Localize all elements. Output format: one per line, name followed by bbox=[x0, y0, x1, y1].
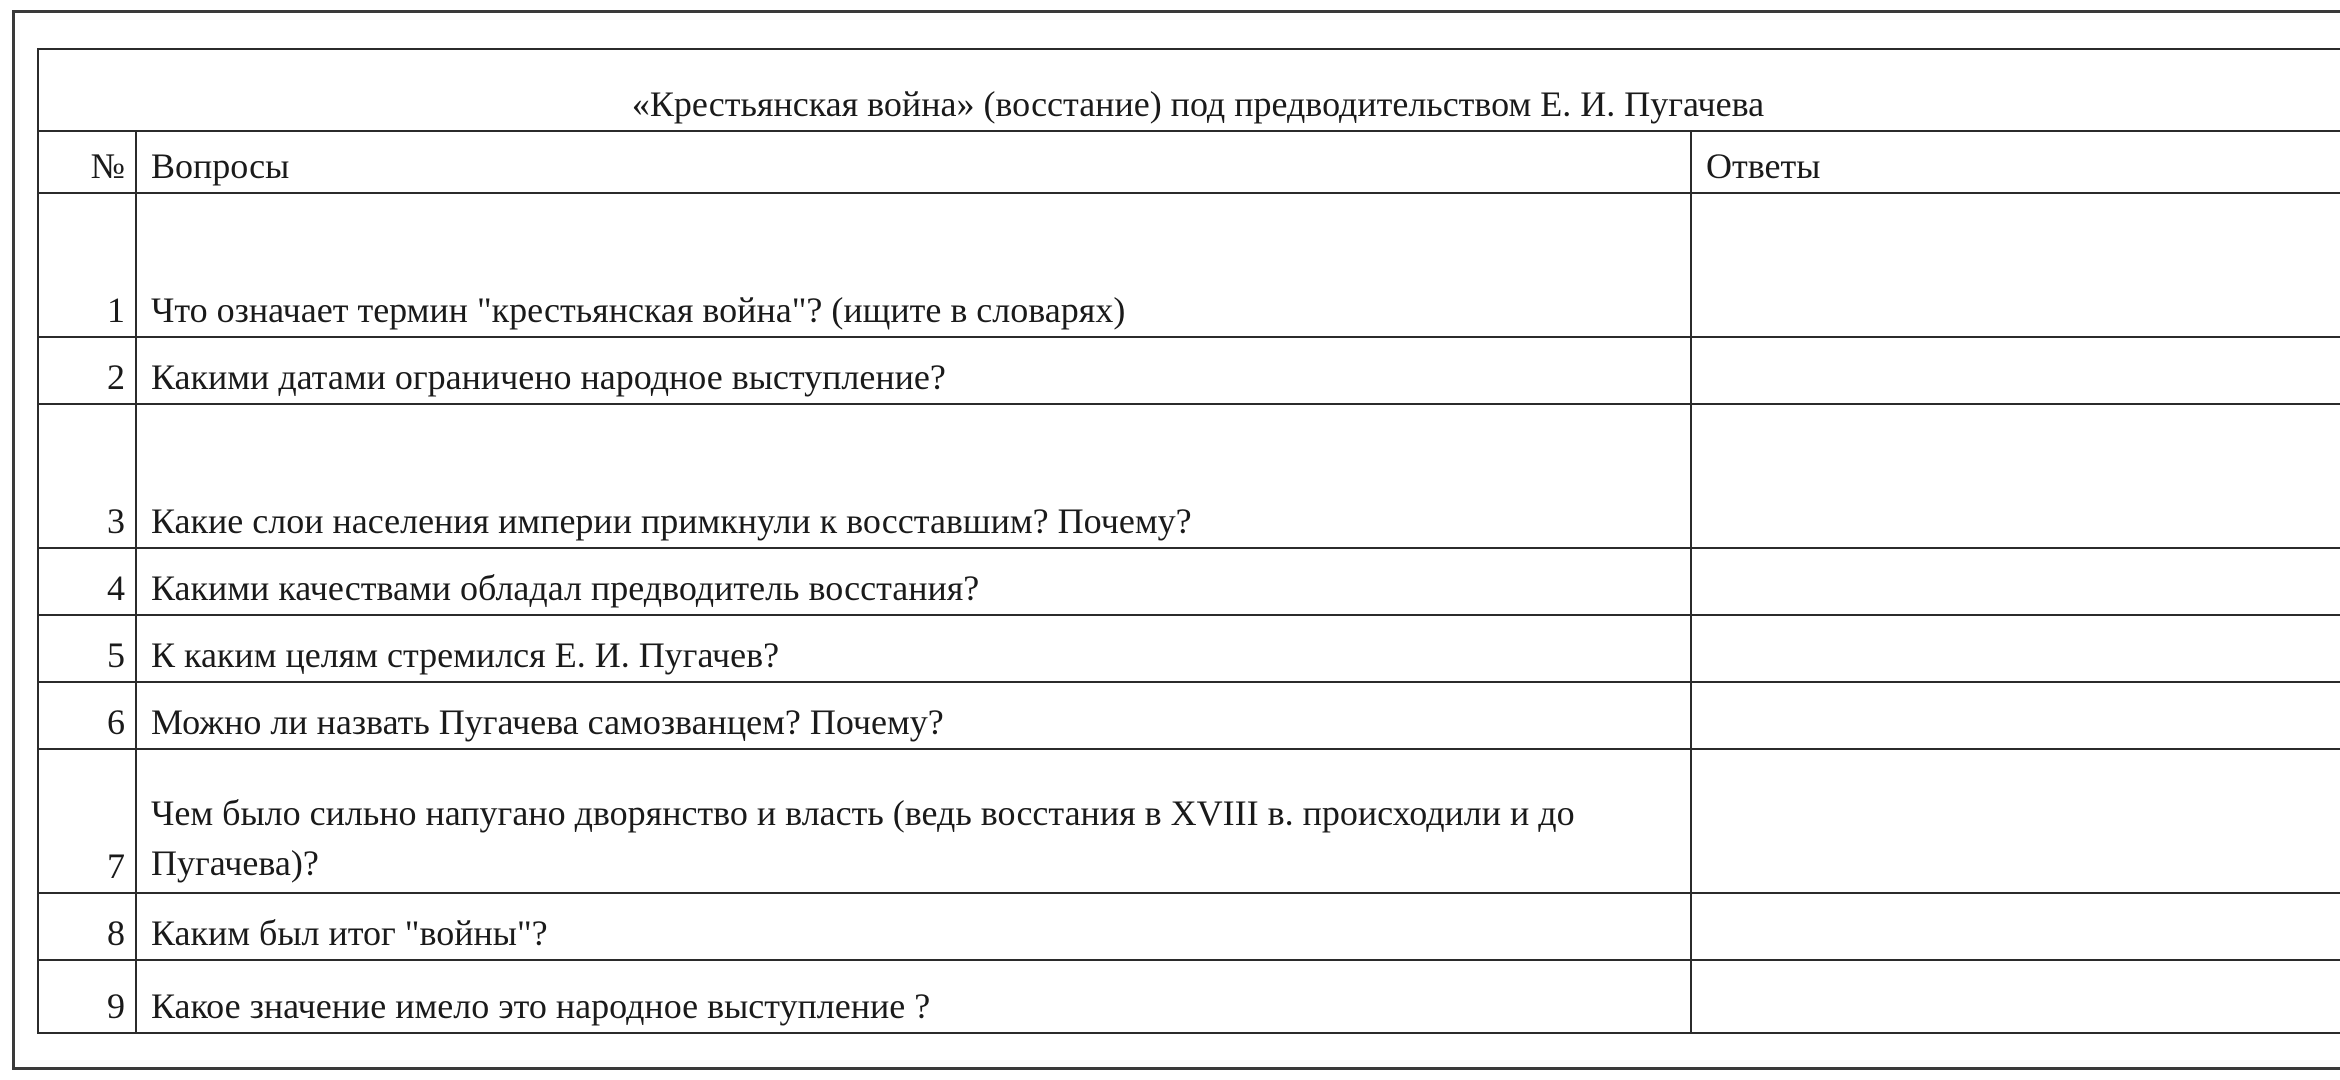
answer-cell[interactable] bbox=[1691, 893, 2340, 960]
table-row bbox=[38, 193, 2340, 337]
answer-cell[interactable] bbox=[1691, 960, 2340, 1033]
header-questions: Вопросы bbox=[136, 131, 1691, 193]
answer-cell[interactable] bbox=[1691, 548, 2340, 615]
question-cell: К каким целям стремился Е. И. Пугачев? bbox=[136, 615, 1691, 682]
question-cell: Можно ли назвать Пугачева самозванцем? Почему? bbox=[136, 682, 1691, 749]
row-number: 8 bbox=[38, 893, 136, 960]
row-number: 7 bbox=[38, 749, 136, 893]
row-number: 4 bbox=[38, 548, 136, 615]
table-row bbox=[38, 893, 2340, 960]
table-row bbox=[38, 682, 2340, 749]
answer-cell[interactable] bbox=[1691, 404, 2340, 548]
question-cell: Какое значение имело это народное выступление ? bbox=[136, 960, 1691, 1033]
questions-table bbox=[37, 48, 2340, 1034]
table-row bbox=[38, 749, 2340, 893]
header-number: № bbox=[38, 131, 136, 193]
table-header-row bbox=[38, 131, 2340, 193]
row-number: 1 bbox=[38, 193, 136, 337]
answer-cell[interactable] bbox=[1691, 337, 2340, 404]
row-number: 3 bbox=[38, 404, 136, 548]
answer-cell[interactable] bbox=[1691, 615, 2340, 682]
question-cell: Чем было сильно напугано дворянство и власть (ведь восстания в XVIII в. происходили и до Пугачева)? bbox=[136, 749, 1691, 893]
question-cell: Какие слои населения империи примкнули к восставшим? Почему? bbox=[136, 404, 1691, 548]
row-number: 6 bbox=[38, 682, 136, 749]
row-number: 2 bbox=[38, 337, 136, 404]
question-cell: Каким был итог "войны"? bbox=[136, 893, 1691, 960]
header-answers: Ответы bbox=[1691, 131, 2340, 193]
question-cell: Какими качествами обладал предводитель восстания? bbox=[136, 548, 1691, 615]
table-row bbox=[38, 615, 2340, 682]
table-row bbox=[38, 960, 2340, 1033]
row-number: 9 bbox=[38, 960, 136, 1033]
question-cell: Что означает термин "крестьянская война"? (ищите в словарях) bbox=[136, 193, 1691, 337]
table-title-row bbox=[38, 49, 2340, 131]
table-row bbox=[38, 337, 2340, 404]
answer-cell[interactable] bbox=[1691, 749, 2340, 893]
answer-cell[interactable] bbox=[1691, 682, 2340, 749]
table-row bbox=[38, 548, 2340, 615]
table-row bbox=[38, 404, 2340, 548]
answer-cell[interactable] bbox=[1691, 193, 2340, 337]
table-title: «Крестьянская война» (восстание) под предводительством Е. И. Пугачева bbox=[38, 49, 2340, 131]
question-cell: Какими датами ограничено народное выступление? bbox=[136, 337, 1691, 404]
row-number: 5 bbox=[38, 615, 136, 682]
